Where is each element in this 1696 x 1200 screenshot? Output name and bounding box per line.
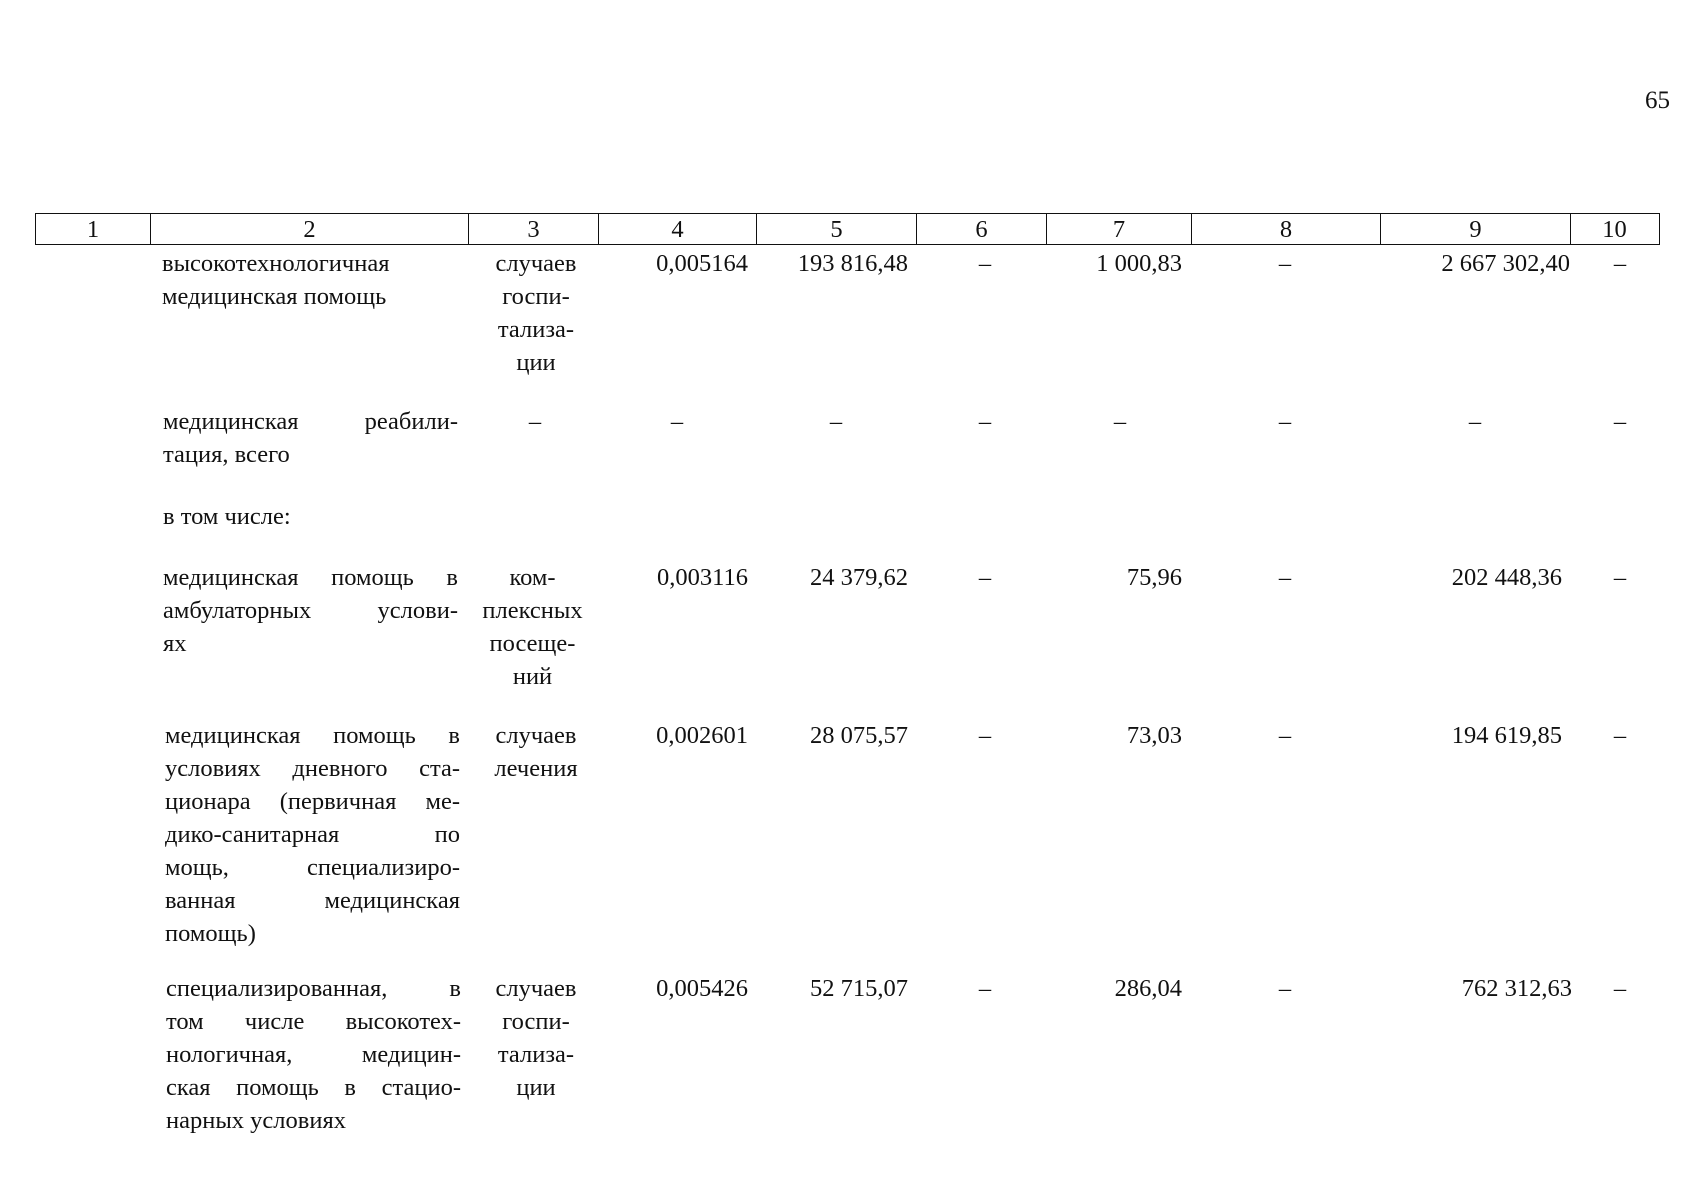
description-line: в том числе:	[163, 503, 291, 530]
cell-col-6: –	[978, 722, 992, 749]
cell-col-4: 0,002601	[656, 722, 748, 749]
description-line: том числе высокотех-	[166, 1008, 461, 1035]
description-line: медицинская реабили-	[163, 408, 458, 435]
cell-col-10: –	[1613, 564, 1627, 591]
cell-col-9: 2 667 302,40	[1441, 250, 1570, 277]
cell-col-4: –	[670, 408, 684, 435]
unit-line: ции	[516, 349, 556, 376]
description-line: высокотехнологичная	[162, 250, 390, 277]
cell-col-6: –	[978, 975, 992, 1002]
row-description	[162, 247, 462, 313]
column-header-10: 10	[1570, 214, 1658, 244]
row-unit	[476, 247, 596, 379]
cell-col-4: 0,003116	[657, 564, 748, 591]
unit-line: случаев	[495, 975, 577, 1002]
description-line: специализированная, в	[166, 975, 461, 1002]
row-unit: –	[528, 408, 542, 435]
unit-line: ком-	[509, 564, 556, 591]
cell-col-8: –	[1278, 564, 1292, 591]
cell-col-10: –	[1613, 975, 1627, 1002]
cell-col-7: 1 000,83	[1096, 250, 1182, 277]
row-unit	[470, 561, 595, 693]
cell-col-7: 286,04	[1114, 975, 1182, 1002]
unit-line: тализа-	[497, 1041, 575, 1068]
unit-line: случаев	[495, 722, 577, 749]
unit-line: лечения	[494, 755, 578, 782]
cell-col-8: –	[1278, 408, 1292, 435]
cell-col-10: –	[1613, 250, 1627, 277]
description-line: условиях дневного ста-	[165, 755, 460, 782]
unit-line: ции	[516, 1074, 556, 1101]
description-line: помощь)	[165, 920, 256, 947]
description-line: мощь, специализиро-	[165, 854, 460, 881]
description-line: ская помощь в стацио-	[166, 1074, 461, 1101]
column-header-9: 9	[1380, 214, 1570, 244]
description-line: нарных условиях	[166, 1107, 346, 1134]
unit-line: госпи-	[502, 283, 570, 310]
cell-col-4: 0,005426	[656, 975, 748, 1002]
cell-col-7: 75,96	[1126, 564, 1182, 591]
cell-col-6: –	[978, 564, 992, 591]
unit-line: плексных	[482, 597, 583, 624]
cell-col-7: –	[1113, 408, 1127, 435]
description-line: ях	[163, 630, 187, 657]
row-description	[163, 561, 458, 660]
description-line: тация, всего	[163, 441, 290, 468]
cell-col-6: –	[978, 250, 992, 277]
column-header-5: 5	[756, 214, 916, 244]
column-header-6: 6	[916, 214, 1046, 244]
row-description	[166, 972, 461, 1137]
cell-col-9: –	[1468, 408, 1482, 435]
description-line: нологичная, медицин-	[166, 1041, 461, 1068]
row-unit	[476, 972, 596, 1104]
unit-line: ний	[512, 663, 553, 690]
unit-line: посеще-	[489, 630, 576, 657]
column-header-2: 2	[150, 214, 468, 244]
cell-col-9: 194 619,85	[1451, 722, 1562, 749]
column-header-7: 7	[1046, 214, 1191, 244]
cell-col-8: –	[1278, 722, 1292, 749]
cell-col-5: 193 816,48	[797, 250, 908, 277]
row-description	[165, 719, 460, 950]
cell-col-5: –	[829, 408, 843, 435]
cell-col-5: 52 715,07	[810, 975, 908, 1002]
description-line: ванная медицинская	[165, 887, 460, 914]
description-line: медицинская помощь в	[163, 564, 458, 591]
description-line: дико-санитарная по	[165, 821, 460, 848]
column-header-4: 4	[598, 214, 756, 244]
description-line: медицинская помощь	[162, 283, 387, 310]
row-description	[163, 405, 458, 471]
table-header-row	[35, 213, 1660, 245]
cell-col-6: –	[978, 408, 992, 435]
description-line: амбулаторных услови-	[163, 597, 458, 624]
unit-line: госпи-	[502, 1008, 570, 1035]
cell-col-7: 73,03	[1126, 722, 1182, 749]
cell-col-5: 24 379,62	[810, 564, 908, 591]
column-header-8: 8	[1191, 214, 1380, 244]
row-unit	[476, 719, 596, 785]
cell-col-5: 28 075,57	[810, 722, 908, 749]
description-line: медицинская помощь в	[165, 722, 460, 749]
page-number: 65	[1645, 87, 1670, 114]
cell-col-4: 0,005164	[656, 250, 748, 277]
column-header-3: 3	[468, 214, 598, 244]
cell-col-10: –	[1613, 722, 1627, 749]
cell-col-9: 762 312,63	[1461, 975, 1572, 1002]
description-line: ционара (первичная ме-	[165, 788, 460, 815]
unit-line: тализа-	[497, 316, 575, 343]
cell-col-8: –	[1278, 975, 1292, 1002]
unit-line: случаев	[495, 250, 577, 277]
row-description	[163, 500, 463, 533]
cell-col-10: –	[1613, 408, 1627, 435]
cell-col-9: 202 448,36	[1451, 564, 1562, 591]
column-header-1: 1	[86, 216, 100, 243]
cell-col-8: –	[1278, 250, 1292, 277]
